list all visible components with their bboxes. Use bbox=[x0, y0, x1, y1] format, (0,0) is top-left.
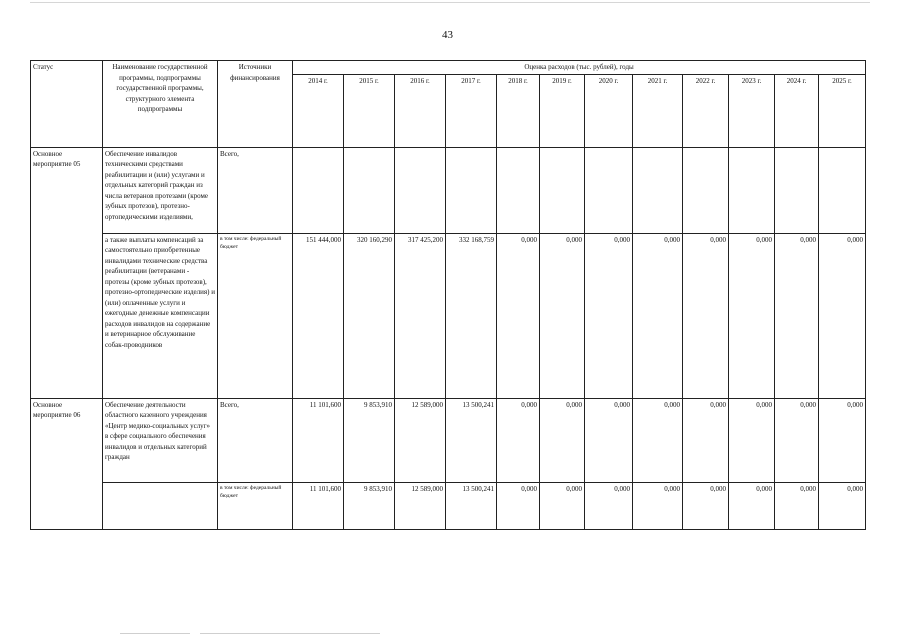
value-cell: 0,000 bbox=[540, 398, 585, 482]
header-name: Наименование государственной программы, подпрограммы государственной программы, структурного элемента подпрограммы bbox=[103, 61, 218, 148]
row-name: Обеспечение деятельности областного казенного учреждения «Центр медико-социальных услуг» в сфере социального обеспечения инвалидов и отдельных категорий граждан bbox=[103, 398, 218, 482]
value-cell: 0,000 bbox=[729, 482, 775, 529]
row-name: Обеспечение инвалидов техническими средствами реабилитации и (или) услугами и отдельных категорий граждан из числа ветеранов протезами (кроме зубных протезов), протезно-ортопедическими изделиями, bbox=[103, 147, 218, 233]
value-cell bbox=[395, 147, 446, 233]
header-year: 2025 г. bbox=[819, 74, 866, 147]
header-status: Статус bbox=[31, 61, 103, 148]
value-cell: 0,000 bbox=[729, 233, 775, 398]
value-cell bbox=[585, 147, 633, 233]
value-cell: 12 589,000 bbox=[395, 482, 446, 529]
value-cell: 0,000 bbox=[819, 233, 866, 398]
top-edge-line bbox=[30, 2, 870, 3]
value-cell: 13 500,241 bbox=[446, 398, 497, 482]
header-year: 2023 г. bbox=[729, 74, 775, 147]
table-row bbox=[31, 398, 866, 482]
value-cell: 317 425,200 bbox=[395, 233, 446, 398]
header-year: 2017 г. bbox=[446, 74, 497, 147]
value-cell: 0,000 bbox=[497, 398, 540, 482]
value-cell: 0,000 bbox=[633, 482, 683, 529]
header-year: 2015 г. bbox=[344, 74, 395, 147]
header-year: 2018 г. bbox=[497, 74, 540, 147]
value-cell: 0,000 bbox=[540, 233, 585, 398]
row-status: Основное мероприятие 05 bbox=[31, 147, 103, 398]
header-sources: Источники финансирования bbox=[218, 61, 293, 148]
header-year: 2019 г. bbox=[540, 74, 585, 147]
value-cell: 0,000 bbox=[497, 233, 540, 398]
value-cell: 9 853,910 bbox=[344, 482, 395, 529]
budget-table bbox=[30, 60, 866, 530]
row-source: Всего, bbox=[218, 398, 293, 482]
value-cell bbox=[683, 147, 729, 233]
header-year: 2024 г. bbox=[775, 74, 819, 147]
value-cell bbox=[729, 147, 775, 233]
row-source: Всего, bbox=[218, 147, 293, 233]
value-cell: 0,000 bbox=[585, 482, 633, 529]
value-cell bbox=[446, 147, 497, 233]
value-cell bbox=[775, 147, 819, 233]
header-year: 2022 г. bbox=[683, 74, 729, 147]
bottom-edge-line bbox=[200, 633, 380, 634]
value-cell bbox=[344, 147, 395, 233]
row-name: а также выплаты компенсаций за самостоятельно приобретенные инвалидами технические средства реабилитации (ветеранами - протезы (кроме зубных протезов), протезно-ортопедические изделия) и (или) оплаченные услуги и ежегодные денежные компенсации расходов инвалидов на содержание и ветеринарное обслуживание собак-проводников bbox=[103, 233, 218, 398]
value-cell: 332 168,759 bbox=[446, 233, 497, 398]
value-cell: 0,000 bbox=[497, 482, 540, 529]
value-cell: 0,000 bbox=[683, 482, 729, 529]
table-row bbox=[31, 233, 866, 398]
header-year: 2021 г. bbox=[633, 74, 683, 147]
value-cell: 13 500,241 bbox=[446, 482, 497, 529]
value-cell: 0,000 bbox=[775, 482, 819, 529]
value-cell: 0,000 bbox=[585, 398, 633, 482]
value-cell bbox=[293, 147, 344, 233]
value-cell: 0,000 bbox=[683, 233, 729, 398]
value-cell: 0,000 bbox=[683, 398, 729, 482]
table-row bbox=[31, 147, 866, 233]
value-cell: 11 101,600 bbox=[293, 482, 344, 529]
value-cell bbox=[497, 147, 540, 233]
bottom-edge-line bbox=[120, 633, 190, 634]
value-cell: 0,000 bbox=[633, 398, 683, 482]
value-cell: 151 444,000 bbox=[293, 233, 344, 398]
value-cell: 12 589,000 bbox=[395, 398, 446, 482]
value-cell: 0,000 bbox=[729, 398, 775, 482]
row-name bbox=[103, 482, 218, 529]
value-cell: 0,000 bbox=[819, 482, 866, 529]
header-year: 2016 г. bbox=[395, 74, 446, 147]
header-year: 2020 г. bbox=[585, 74, 633, 147]
row-source: в том числе: федеральный бюджет bbox=[218, 482, 293, 529]
value-cell: 0,000 bbox=[775, 233, 819, 398]
header-year: 2014 г. bbox=[293, 74, 344, 147]
value-cell: 320 160,290 bbox=[344, 233, 395, 398]
value-cell: 0,000 bbox=[819, 398, 866, 482]
value-cell bbox=[633, 147, 683, 233]
row-status: Основное мероприятие 06 bbox=[31, 398, 103, 529]
value-cell: 0,000 bbox=[633, 233, 683, 398]
value-cell: 0,000 bbox=[585, 233, 633, 398]
value-cell: 0,000 bbox=[775, 398, 819, 482]
value-cell bbox=[819, 147, 866, 233]
value-cell: 0,000 bbox=[540, 482, 585, 529]
table-row bbox=[31, 482, 866, 529]
page-number: 43 bbox=[442, 29, 453, 41]
header-estimate: Оценка расходов (тыс. рублей), годы bbox=[293, 61, 866, 75]
value-cell: 9 853,910 bbox=[344, 398, 395, 482]
value-cell bbox=[540, 147, 585, 233]
value-cell: 11 101,600 bbox=[293, 398, 344, 482]
row-source: в том числе: федеральный бюджет bbox=[218, 233, 293, 398]
header-row bbox=[31, 61, 866, 75]
